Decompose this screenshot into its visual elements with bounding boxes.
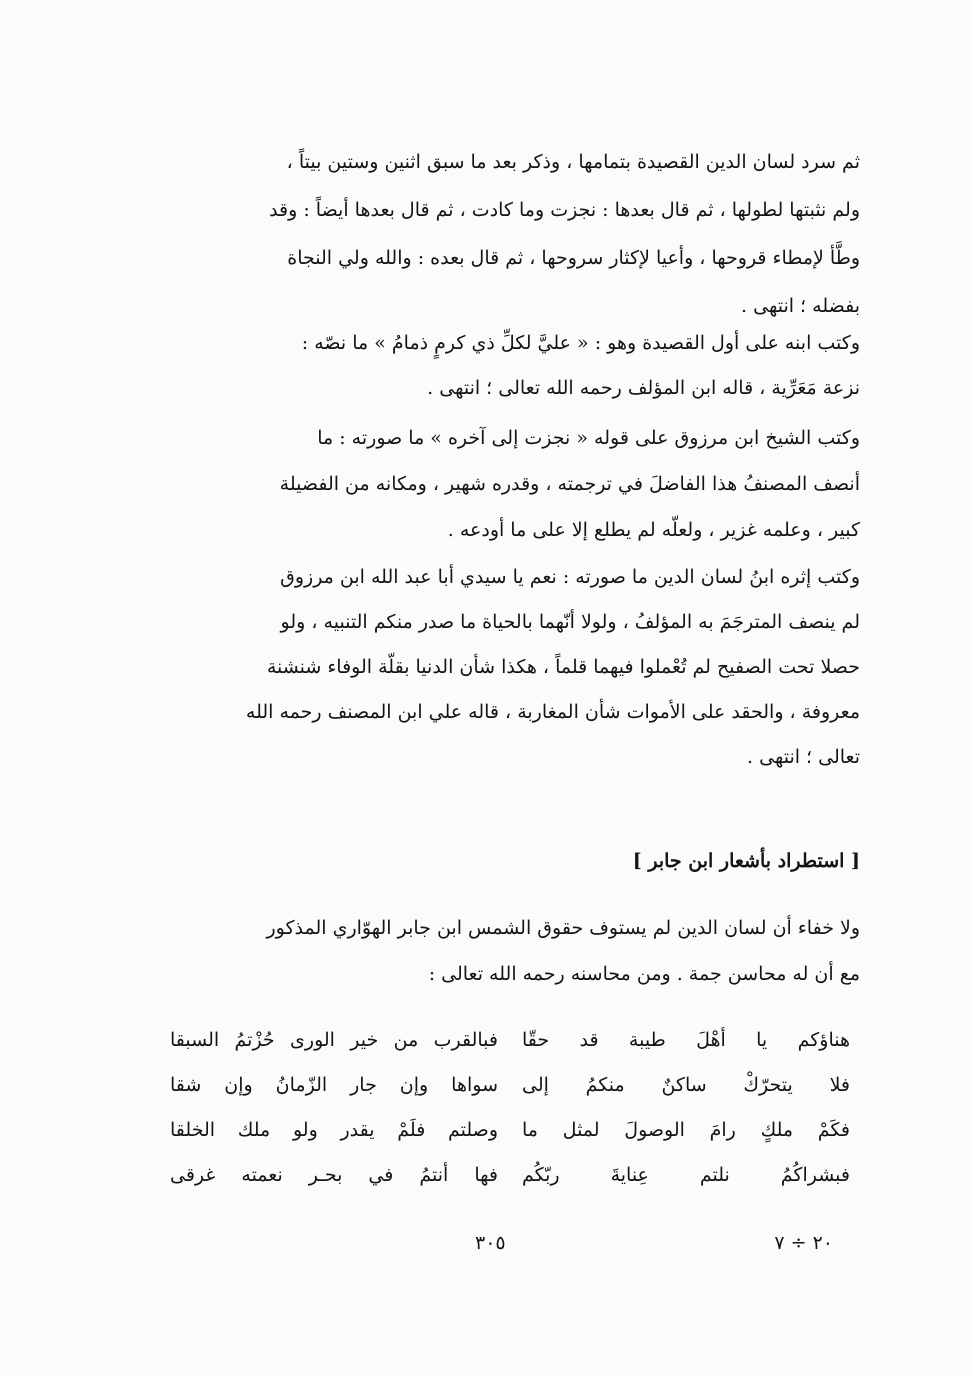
paragraph-line: نزعة مَعَرِّية ، قاله ابن المؤلف رحمه الله تعالى ؛ انتهى .: [427, 377, 860, 399]
paragraph-line: حصلا تحت الصفيح لم تُعْملوا فيهما قلماً ، هكذا شأن الدنيا بقلّة الوفاء شنشنة: [266, 656, 860, 678]
paragraph-line: وكتب الشيخ ابن مرزوق على قوله « نجزت إلى آخره » ما صورته : ما: [317, 427, 860, 449]
paragraph-line: وطَّأ لإمطاء قروحها ، وأعيا لإكثار سروحها ، ثم قال بعده : والله ولي النجاة: [287, 247, 860, 269]
paragraph-line: معروفة ، والحقد على الأموات شأن المغاربة ، قاله علي ابن المصنف رحمه الله: [245, 701, 860, 723]
page-number: ٣٠٥: [475, 1232, 506, 1254]
paragraph-line: تعالى ؛ انتهى .: [747, 746, 860, 768]
paragraph-line: وكتب إثره ابنُ لسان الدين ما صورته : نعم يا سيدي أبا عبد الله ابن مرزوق: [280, 566, 860, 588]
printer-signature: ٢٠ ÷ ٧: [774, 1232, 833, 1254]
verse-second-hemistich: سواها وإن جار الزّمانُ وإن شقا: [170, 1074, 498, 1096]
poem-verse: [170, 1018, 850, 1063]
intro-paragraph: [160, 905, 860, 997]
poem-verse: [170, 1153, 850, 1198]
verse-first-hemistich: فلا يتحرّكْ ساكنٌ منكمُ إلى: [522, 1074, 850, 1096]
verse-second-hemistich: فبالقرب من خير الورى حُزْتمُ السبقا: [170, 1029, 498, 1051]
paragraph-3: [160, 415, 860, 553]
paragraph-line: وكتب ابنه على أول القصيدة وهو : « عليَّ لكلِّ ذي كرمٍ ذمامُ » ما نصّه :: [301, 332, 860, 354]
poem-verse: [170, 1108, 850, 1153]
section-heading: [ استطراد بأشعار ابن جابر ]: [632, 850, 860, 872]
verse-second-hemistich: وصلتم فلَمْ يقدر ولو ملك الخلقا: [170, 1119, 498, 1141]
paragraph-line: بفضله ؛ انتهى .: [741, 295, 860, 317]
paragraph-2: [160, 321, 860, 411]
verse-second-hemistich: فها أنتمُ في بحـر نعمته غرقى: [170, 1164, 498, 1186]
verse-first-hemistich: فبشراكُمُ نلتم عِنايةَ ربّكُم: [522, 1164, 850, 1186]
poem: [170, 1018, 850, 1198]
verse-first-hemistich: فكَمْ ملكٍ رامَ الوصولَ لمثل ما: [522, 1119, 850, 1141]
paragraph-line: ولم نثبتها لطولها ، ثم قال بعدها : نجزت وما كادت ، ثم قال بعدها أيضاً : وقد: [269, 199, 860, 221]
paragraph-line: مع أن له محاسن جمة . ومن محاسنه رحمه الله تعالى :: [428, 963, 860, 985]
paragraph-line: ثم سرد لسان الدين القصيدة بتمامها ، وذكر بعد ما سبق اثنين وستين بيتاً ،: [286, 151, 860, 173]
poem-verse: [170, 1063, 850, 1108]
verse-first-hemistich: هناؤكم يا أهْلَ طيبة قد حقّا: [522, 1029, 850, 1051]
paragraph-line: لم ينصف المترجَمَ به المؤلفُ ، ولولا أنّهما بالحياة ما صدر منكم التنبيه ، ولو: [280, 611, 860, 633]
paragraph-line: ولا خفاء أن لسان الدين لم يستوف حقوق الشمس ابن جابر الهوّاري المذكور: [266, 917, 860, 939]
paragraph-line: كبير ، وعلمه غزير ، ولعلّه لم يطلع إلا على ما أودعه .: [447, 519, 860, 541]
paragraph-4: [160, 555, 860, 780]
paragraph-1: [160, 138, 860, 330]
paragraph-line: أنصف المصنفُ هذا الفاضلَ في ترجمته ، وقدره شهير ، ومكانه من الفضيلة: [279, 473, 860, 495]
